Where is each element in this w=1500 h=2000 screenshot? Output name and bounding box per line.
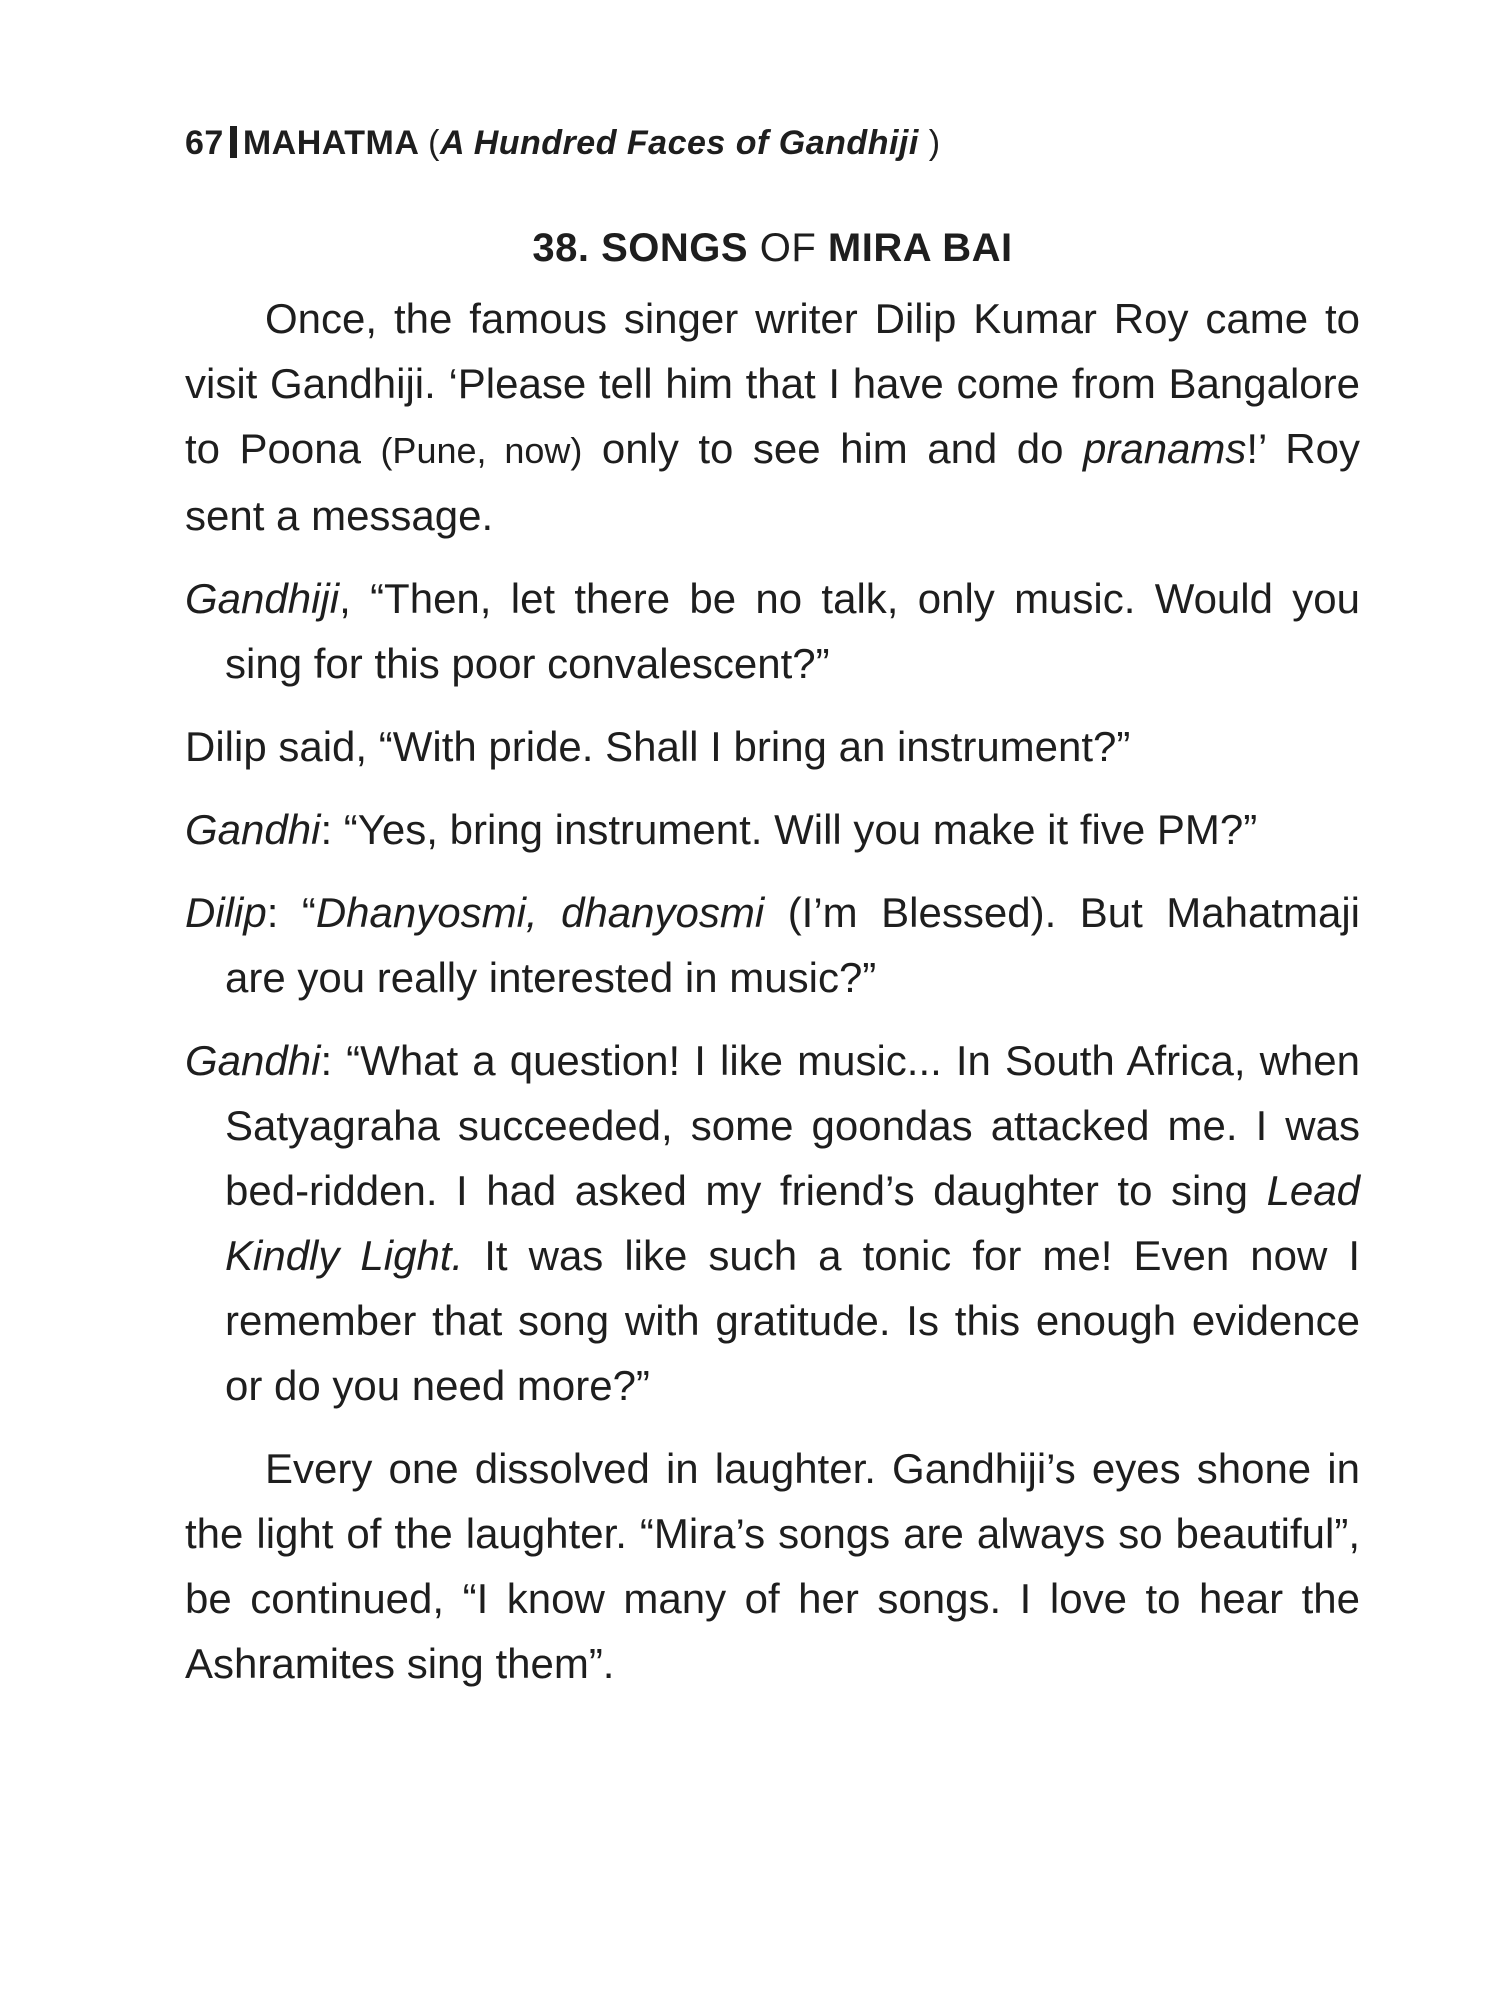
dialogue-text: : “ [266,889,316,936]
chapter-title-word-mira-bai: MIRA BAI [827,226,1013,270]
speaker-name: Dilip [185,889,267,936]
speaker-name: Gandhiji [185,575,340,622]
paragraph-intro-text-3: !’ Roy sent a message. [185,425,1361,539]
dialogue-dilip-1 [185,714,1360,779]
dialogue-text: : “What a question! I like music... In South Africa, when Satyagraha succeeded, some goondas attacked me. I was bed-ridden. I had asked my friend’s daughter to sing [225,1037,1360,1214]
speaker-name: Gandhi [185,1037,321,1084]
dialogue-text: : “Yes, bring instrument. Will you make it five PM?” [320,806,1258,853]
dialogue-gandhi-2 [185,797,1360,862]
paragraph-closing-text: Every one dissolved in laughter. Gandhiji’s eyes shone in the light of the laughter. “Mira’s songs are always so beautiful”, be continued, “I know many of her songs. I love to hear the Ashramites sing them”. [185,1445,1360,1687]
song-title: Lead Kindly Light. [225,1167,1360,1279]
running-header [185,118,1360,168]
book-page [185,118,1360,1696]
dialogue-gandhiji-1 [185,566,1360,696]
speaker-name: Gandhi [185,806,321,853]
dialogue-gandhi-3 [185,1028,1360,1418]
chapter-title-word-songs: SONGS [601,226,749,270]
dialogue-italic-text: Dhanyosmi, dhanyosmi [315,889,765,936]
paragraph-intro-aside: (Pune, now) [380,430,583,471]
chapter-title-word-of: OF [759,226,817,270]
header-separator [230,126,237,158]
subtitle-paren-close: ) [928,124,941,162]
dialogue-text: Dilip said, “With pride. Shall I bring an instrument?” [185,723,1131,770]
paragraph-intro [185,286,1360,548]
chapter-number: 38. [532,226,590,270]
page-number: 67 [185,124,224,162]
paragraph-closing [185,1436,1360,1696]
book-subtitle: A Hundred Faces of Gandhiji [439,124,919,162]
dialogue-dilip-2 [185,880,1360,1010]
book-title: MAHATMA [242,124,419,162]
dialogue-text-2: (I’m Blessed). But Mahatmaji are you really interested in music?” [225,889,1360,1001]
paragraph-intro-text-2: only to see him and do [582,425,1083,472]
chapter-title [185,220,1360,276]
paragraph-intro-pranams: pranams [1082,425,1247,472]
dialogue-text-2: It was like such a tonic for me! Even now I remember that song with gratitude. Is this enough evidence or do you need more?” [225,1232,1360,1409]
paragraph-intro-text: Once, the famous singer writer Dilip Kumar Roy came to visit Gandhiji. ‘Please tell him that I have come from Bangalore to Poona [185,295,1360,472]
subtitle-paren-open: ( [428,124,440,162]
dialogue-text: , “Then, let there be no talk, only music. Would you sing for this poor convalescent?” [225,575,1360,687]
